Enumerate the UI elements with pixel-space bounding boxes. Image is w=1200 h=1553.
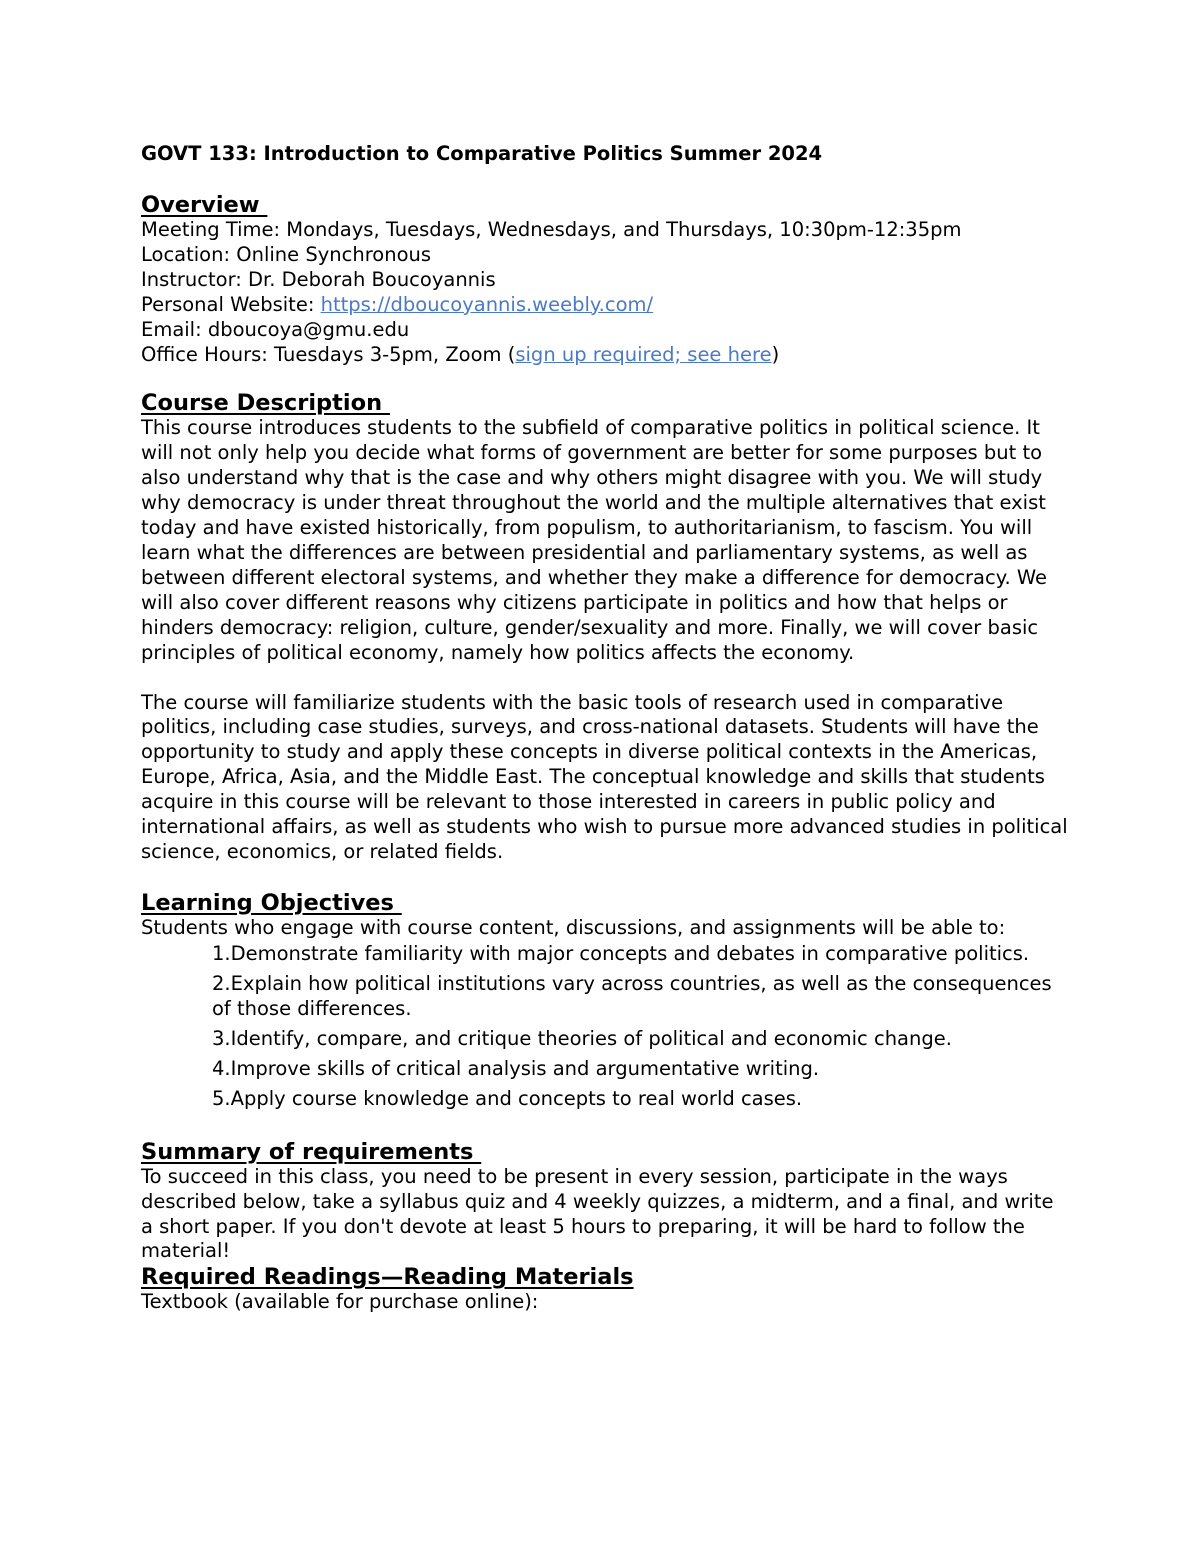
objective-item: 1.Demonstrate familiarity with major concepts and debates in comparative politics. [212, 941, 1030, 965]
readings-heading: Required Readings—Reading Materials [141, 1264, 634, 1291]
course-description-heading: Course Description [141, 390, 390, 417]
summary-section [141, 1139, 1071, 1265]
personal-website [141, 293, 1071, 318]
objective-item: 2.Explain how political institutions vary across countries, as well as the consequences of those differences. [212, 971, 1052, 1020]
summary-heading: Summary of requirements [141, 1138, 482, 1165]
readings-section [141, 1264, 1071, 1315]
office-hours-suffix: ) [771, 342, 780, 366]
objective-item: 4.Improve skills of critical analysis and argumentative writing. [212, 1056, 820, 1080]
office-hours-prefix: Office Hours: Tuesdays 3-5pm, Zoom ( [141, 342, 516, 366]
website-link[interactable]: https://dboucoyannis.weebly.com/ [320, 292, 654, 316]
instructor: Instructor: Dr. Deborah Boucoyannis [141, 267, 496, 291]
office-hours-signup-link[interactable]: sign up required; see here [515, 342, 772, 366]
office-hours [141, 343, 1071, 368]
objective-item: 5.Apply course knowledge and concepts to real world cases. [212, 1086, 803, 1110]
learning-objectives-intro: Students who engage with course content, discussions, and assignments will be able to: [141, 915, 1006, 939]
textbook-line: Textbook (available for purchase online): [141, 1290, 539, 1314]
website-label: Personal Website: [141, 292, 321, 316]
email: Email: dboucoya@gmu.edu [141, 317, 410, 341]
summary-paragraph: To succeed in this class, you need to be present in every session, participate in the ways described below, take a syllabus quiz and 4 weekly quizzes, a midterm, and a final, and write a short paper. If you don't devote at least 5 hours to preparing, it will be hard to follow the material! [141, 1164, 1054, 1263]
objectives-list [141, 941, 1071, 1111]
meeting-time: Meeting Time: Mondays, Tuesdays, Wednesdays, and Thursdays, 10:30pm-12:35pm [141, 218, 962, 241]
learning-objectives-section [141, 890, 1071, 1111]
syllabus-page [141, 141, 1071, 1315]
course-description-paragraph-2: The course will familiarize students with the basic tools of research used in comparative politics, including case studies, surveys, and cross-national datasets. Students will have the opportunity to study and apply these concepts in diverse political contexts in the Americas, Europe, Africa, Asia, and the Middle East. The conceptual knowledge and skills that students acquire in this course will be relevant to those interested in careers in public policy and international affairs, as well as students who wish to pursue more advanced studies in political science, economics, or related fields. [141, 690, 1068, 863]
course-description-section [141, 390, 1071, 864]
overview-heading: Overview [141, 192, 268, 218]
objective-item: 3.Identify, compare, and critique theories of political and economic change. [212, 1026, 952, 1050]
learning-objectives-heading: Learning Objectives [141, 889, 402, 916]
course-description-paragraph-1: This course introduces students to the subfield of comparative politics in political science. It will not only help you decide what forms of government are better for some purposes but to also understand why that is the case and why others might disagree with you. We will study why democracy is under threat throughout the world and the multiple alternatives that exist today and have existed historically, from populism, to authoritarianism, to fascism. You will learn what the differences are between presidential and parliamentary systems, as well as between different electoral systems, and whether they make a difference for democracy. We will also cover different reasons why citizens participate in politics and how that helps or hinders democracy: religion, culture, gender/sexuality and more. Finally, we will cover basic principles of political economy, namely how politics affects the economy. [141, 416, 1048, 664]
overview-section [141, 192, 1071, 367]
location: Location: Online Synchronous [141, 242, 432, 266]
document-title: GOVT 133: Introduction to Comparative Politics Summer 2024 [141, 142, 823, 165]
